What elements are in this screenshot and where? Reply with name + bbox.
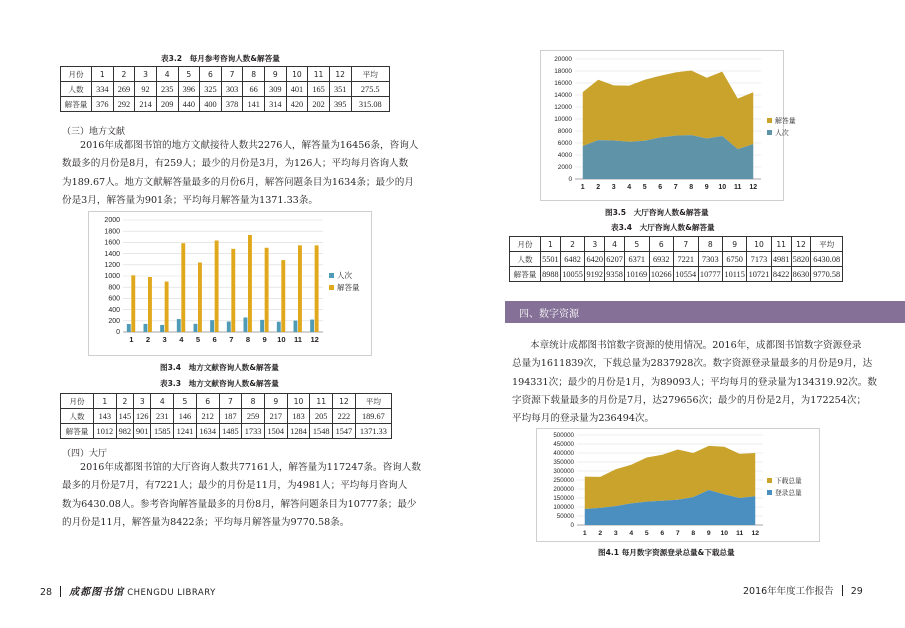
table-cell: 11	[310, 394, 333, 409]
table-row	[510, 237, 843, 252]
table-row	[61, 67, 390, 82]
table-cell: 4	[156, 67, 178, 82]
table-cell: 187	[219, 409, 242, 424]
table-row	[510, 252, 843, 267]
digital-paragraph	[512, 337, 877, 428]
x-tick-label: 10	[720, 530, 729, 537]
y-tick-label: 200	[108, 318, 120, 325]
y-tick-label: 6000	[557, 140, 572, 148]
table-cell: 平均	[811, 237, 843, 252]
table-cell: 9770.58	[811, 267, 843, 282]
table-row	[61, 409, 392, 424]
table-cell: 4981	[771, 252, 791, 267]
table-cell: 10777	[698, 267, 723, 282]
table-cell: 11	[771, 237, 791, 252]
figure-3-4-caption: 图3.4 地方文献咨询人数&解答量	[160, 363, 279, 372]
table-cell: 1485	[219, 424, 242, 439]
table-cell: 9	[265, 67, 287, 82]
table-cell: 9	[723, 237, 747, 252]
table-cell: 143	[94, 409, 117, 424]
y-tick-label: 1400	[104, 250, 120, 258]
legend-swatch	[767, 130, 772, 135]
table-cell: 8988	[541, 267, 561, 282]
table-cell: 4	[605, 237, 625, 252]
table-cell: 7173	[747, 252, 772, 267]
x-tick-label: 2	[596, 184, 601, 191]
chart-digital	[536, 428, 820, 542]
paragraph-line: 2016年成都图书馆的地方文献接待人数共2276人，解答量为16456条，咨询人	[80, 140, 419, 151]
table-cell: 217	[264, 409, 287, 424]
local-docs-paragraph	[62, 137, 418, 210]
row-label: 解答量	[61, 424, 94, 439]
row-label: 人数	[61, 82, 92, 97]
legend-label: 下载总量	[775, 477, 802, 485]
bar	[315, 245, 319, 332]
y-tick-label: 14000	[554, 92, 572, 100]
bar	[227, 322, 231, 332]
table-cell: 2	[113, 67, 135, 82]
table-cell: 325	[200, 82, 222, 97]
x-tick-label: 9	[262, 335, 267, 344]
table-cell: 5501	[541, 252, 561, 267]
table-cell: 212	[196, 409, 219, 424]
paragraph-line: 字资源下载量最多的月份是7月，达279656次；最少的月份是2月，为172254次；	[512, 394, 867, 406]
y-tick-label: 400000	[553, 450, 574, 458]
y-tick-label: 500000	[553, 432, 574, 440]
legend-label: 解答量	[775, 117, 796, 125]
bar	[144, 324, 148, 332]
table-cell: 189.67	[355, 409, 391, 424]
paragraph-line: 数最多的月份是8月，有259人；最少的月份是3月，为126人；平均每月咨询人数	[62, 158, 409, 170]
footer-right	[743, 583, 863, 597]
table-cell: 334	[92, 82, 114, 97]
footer-left	[40, 583, 216, 598]
table-cell: 10	[287, 394, 310, 409]
bar	[131, 275, 135, 332]
section-banner-title: 四、数字资源	[519, 309, 579, 320]
x-tick-label: 10	[718, 184, 727, 191]
bar	[260, 320, 264, 332]
table-cell: 126	[134, 409, 151, 424]
table-3-2-caption: 表3.2 每月参考咨询人数&解答量	[161, 54, 280, 63]
table-cell: 378	[221, 97, 243, 112]
row-label: 解答量	[61, 97, 92, 112]
bar	[294, 321, 298, 332]
table-cell: 292	[113, 97, 135, 112]
x-tick-label: 3	[162, 335, 167, 344]
footer-page-number: 29	[850, 586, 863, 597]
x-tick-label: 5	[642, 184, 647, 191]
table-cell: 315.08	[351, 97, 390, 112]
table-cell: 165	[308, 82, 330, 97]
table-cell: 4	[151, 394, 174, 409]
x-tick-label: 4	[627, 184, 632, 191]
table-cell: 314	[265, 97, 287, 112]
y-tick-label: 600	[108, 295, 120, 303]
table-cell: 1634	[196, 424, 219, 439]
y-tick-label: 16000	[554, 80, 572, 88]
x-tick-label: 3	[611, 184, 616, 191]
y-tick-label: 400	[108, 306, 120, 314]
table-cell: 92	[135, 82, 157, 97]
paragraph-line: 数为6430.08人。参考咨询解答量最多的月份8月，解答问题条目为10777条；最少	[62, 498, 417, 510]
bar	[244, 317, 248, 332]
x-tick-label: 1	[129, 335, 134, 344]
table-cell: 400	[200, 97, 222, 112]
y-tick-label: 250000	[553, 477, 574, 485]
y-tick-label: 0	[570, 522, 574, 530]
table-3-4-caption: 表3.4 大厅咨询人数&解答量	[611, 223, 715, 232]
y-tick-label: 1000	[104, 273, 120, 281]
x-tick-label: 8	[245, 335, 251, 344]
x-tick-label: 12	[749, 184, 758, 191]
row-label: 人数	[510, 252, 541, 267]
table-cell: 275.5	[351, 82, 390, 97]
paragraph-line: 的月份是11月，解答量为8422条；平均每月解答量为9770.58条。	[62, 516, 350, 528]
paragraph-line: 总量为1611839次，下载总量为2837928次。数字资源登录量最多的月份是9月，达	[512, 358, 873, 370]
paragraph-line: 平均每月的登录量为236494次。	[512, 413, 655, 425]
legend-label: 人次	[775, 129, 789, 137]
table-cell: 440	[178, 97, 200, 112]
table-cell: 10266	[649, 267, 674, 282]
legend-swatch	[329, 285, 334, 290]
y-tick-label: 2000	[104, 217, 120, 225]
y-tick-label: 800	[108, 284, 120, 292]
table-cell: 1012	[94, 424, 117, 439]
bar	[310, 320, 314, 332]
paragraph-line: 份是3月，解答量为901条；平均每月解答量为1371.33条。	[62, 194, 318, 206]
table-cell: 8	[242, 394, 265, 409]
table-cell: 1	[94, 394, 117, 409]
x-tick-label: 1	[582, 530, 587, 537]
bar	[148, 277, 152, 332]
footer-divider	[842, 585, 843, 596]
y-tick-label: 12000	[554, 104, 572, 112]
table-3-3	[60, 393, 392, 439]
table-cell: 222	[333, 409, 356, 424]
table-cell: 平均	[355, 394, 391, 409]
x-tick-label: 10	[277, 335, 286, 344]
x-tick-label: 8	[691, 530, 696, 537]
table-cell: 205	[310, 409, 333, 424]
bar	[198, 263, 202, 332]
y-tick-label: 150000	[553, 495, 574, 503]
table-cell: 401	[286, 82, 308, 97]
table-cell: 8422	[771, 267, 791, 282]
row-label: 人数	[61, 409, 94, 424]
legend-label: 解答量	[337, 283, 360, 292]
table-cell: 8	[698, 237, 723, 252]
table-cell: 10169	[625, 267, 650, 282]
chart-hall-svg	[541, 51, 796, 200]
table-cell: 11	[308, 67, 330, 82]
y-tick-label: 18000	[554, 68, 572, 76]
chart-digital-svg	[537, 429, 819, 541]
table-cell: 6371	[625, 252, 650, 267]
figure-4-1-caption: 图4.1 每月数字资源登录总量&下载总量	[598, 548, 735, 557]
paragraph-line: 为189.67人。地方文献解答量最多的月份6月，解答问题条目为1634条；最少的月	[62, 176, 414, 188]
table-cell: 6	[196, 394, 219, 409]
x-tick-label: 12	[310, 335, 319, 344]
table-cell: 6	[649, 237, 674, 252]
row-label: 月份	[510, 237, 541, 252]
table-cell: 1	[541, 237, 561, 252]
x-tick-label: 4	[179, 335, 184, 344]
chart-local-docs-svg	[89, 212, 371, 355]
section-banner-digital	[505, 301, 905, 323]
footer-page-number: 28	[40, 587, 53, 598]
table-3-3-caption: 表3.3 地方文献咨询人数&解答量	[160, 379, 279, 388]
x-tick-label: 6	[212, 335, 217, 344]
table-cell: 901	[134, 424, 151, 439]
footer-divider	[60, 586, 61, 597]
table-cell: 66	[243, 82, 265, 97]
y-tick-label: 2000	[557, 164, 572, 172]
table-cell: 1504	[264, 424, 287, 439]
paragraph-line: 最多的月份是7月，有7221人；最少的月份是11月，为4981人；平均每月咨询人	[62, 480, 408, 492]
bar	[160, 325, 164, 332]
y-tick-label: 0	[568, 176, 572, 184]
table-cell: 10	[747, 237, 772, 252]
table-cell: 9358	[605, 267, 625, 282]
table-row	[510, 267, 843, 282]
table-cell: 12	[329, 67, 351, 82]
table-cell: 7	[219, 394, 242, 409]
table-cell: 2	[560, 237, 585, 252]
x-tick-label: 11	[736, 530, 744, 537]
table-cell: 982	[116, 424, 133, 439]
y-tick-label: 4000	[557, 152, 572, 160]
table-cell: 1	[92, 67, 114, 82]
bar	[210, 320, 214, 332]
table-cell: 395	[329, 97, 351, 112]
y-tick-label: 450000	[553, 441, 574, 449]
legend-label: 登录总量	[775, 489, 802, 497]
table-cell: 9192	[585, 267, 605, 282]
table-cell: 259	[242, 409, 265, 424]
table-cell: 2	[116, 394, 133, 409]
y-tick-label: 300000	[553, 468, 574, 476]
row-label: 解答量	[510, 267, 541, 282]
x-tick-label: 2	[598, 530, 603, 537]
table-cell: 10	[286, 67, 308, 82]
table-3-4	[509, 236, 843, 282]
y-tick-label: 1600	[104, 239, 120, 247]
row-label: 月份	[61, 394, 94, 409]
table-row	[61, 97, 390, 112]
y-tick-label: 8000	[557, 128, 572, 136]
x-tick-label: 7	[675, 530, 680, 537]
bar	[194, 324, 198, 332]
footer-logo-en: CHENGDU LIBRARY	[127, 588, 216, 598]
table-cell: 6430.08	[811, 252, 843, 267]
table-cell: 9	[264, 394, 287, 409]
table-cell: 3	[134, 394, 151, 409]
table-cell: 309	[265, 82, 287, 97]
table-cell: 396	[178, 82, 200, 97]
table-cell: 420	[286, 97, 308, 112]
bar	[165, 282, 169, 332]
paragraph-line: 本章统计成都图书馆数字资源的使用情况。2016年，成都图书馆数字资源登录	[530, 340, 862, 351]
x-tick-label: 7	[673, 184, 678, 191]
table-cell: 3	[135, 67, 157, 82]
table-cell: 1241	[174, 424, 197, 439]
x-tick-label: 4	[629, 530, 634, 537]
table-cell: 10055	[560, 267, 585, 282]
y-tick-label: 350000	[553, 459, 574, 467]
table-cell: 12	[333, 394, 356, 409]
table-cell: 231	[151, 409, 174, 424]
table-cell: 10115	[723, 267, 747, 282]
legend-swatch	[767, 490, 772, 495]
table-cell: 5	[174, 394, 197, 409]
hall-paragraph	[62, 459, 421, 532]
y-tick-label: 200000	[553, 486, 574, 494]
table-cell: 1371.33	[355, 424, 391, 439]
x-tick-label: 3	[613, 530, 618, 537]
table-cell: 145	[116, 409, 133, 424]
table-cell: 235	[156, 82, 178, 97]
table-cell: 7	[221, 67, 243, 82]
y-tick-label: 10000	[554, 116, 572, 124]
y-tick-label: 20000	[554, 56, 572, 64]
x-tick-label: 9	[706, 530, 711, 537]
table-cell: 269	[113, 82, 135, 97]
paragraph-line: 194331次；最少的月份是1月，为89093人；平均每月的登录量为134319.92次。数	[512, 376, 877, 388]
table-cell: 5820	[791, 252, 811, 267]
legend-swatch	[767, 118, 772, 123]
x-tick-label: 11	[293, 335, 303, 344]
table-row	[61, 82, 390, 97]
table-cell: 6932	[649, 252, 674, 267]
table-row	[61, 394, 392, 409]
bar	[127, 324, 131, 332]
x-tick-label: 6	[658, 184, 663, 191]
row-label: 月份	[61, 67, 92, 82]
x-tick-label: 8	[689, 184, 694, 191]
table-cell: 5	[625, 237, 650, 252]
x-tick-label: 5	[195, 335, 201, 344]
table-cell: 6420	[585, 252, 605, 267]
table-cell: 376	[92, 97, 114, 112]
table-cell: 303	[221, 82, 243, 97]
bar	[265, 248, 269, 332]
bar	[215, 240, 219, 332]
y-tick-label: 1200	[104, 262, 120, 269]
table-cell: 214	[135, 97, 157, 112]
bar	[231, 249, 235, 332]
figure-3-5-caption: 图3.5 大厅咨询人数&解答量	[605, 208, 709, 217]
x-tick-label: 6	[660, 530, 665, 537]
table-cell: 5	[178, 67, 200, 82]
footer-logo: 成都图书馆	[69, 587, 125, 598]
bar	[248, 235, 252, 332]
x-tick-label: 9	[704, 184, 709, 191]
table-cell: 7221	[674, 252, 699, 267]
legend-swatch	[767, 478, 772, 483]
x-tick-label: 12	[751, 530, 760, 537]
table-3-2	[60, 66, 390, 112]
x-tick-label: 1	[580, 184, 585, 191]
table-cell: 10721	[747, 267, 772, 282]
bar	[298, 245, 302, 332]
table-cell: 1547	[333, 424, 356, 439]
table-cell: 1585	[151, 424, 174, 439]
x-tick-label: 11	[734, 184, 742, 191]
table-cell: 146	[174, 409, 197, 424]
y-tick-label: 0	[116, 329, 120, 337]
y-tick-label: 50000	[556, 513, 574, 521]
table-cell: 6	[200, 67, 222, 82]
chart-hall	[540, 50, 796, 201]
table-cell: 平均	[351, 67, 390, 82]
table-cell: 183	[287, 409, 310, 424]
footer-report-title: 2016年年度工作报告	[743, 586, 834, 597]
table-row	[61, 424, 392, 439]
x-tick-label: 2	[145, 335, 151, 344]
x-tick-label: 7	[229, 335, 234, 344]
table-cell: 12	[791, 237, 811, 252]
table-cell: 6207	[605, 252, 625, 267]
table-cell: 141	[243, 97, 265, 112]
table-cell: 209	[156, 97, 178, 112]
y-tick-label: 1800	[104, 228, 120, 236]
paragraph-line: 2016年成都图书馆的大厅咨询人数共77161人，解答量为117247条。咨询人数	[80, 462, 421, 473]
table-cell: 8	[243, 67, 265, 82]
area-series-人次	[583, 135, 754, 179]
y-tick-label: 100000	[553, 504, 574, 512]
table-cell: 6482	[560, 252, 585, 267]
table-cell: 10554	[674, 267, 699, 282]
table-cell: 202	[308, 97, 330, 112]
table-cell: 1284	[287, 424, 310, 439]
table-cell: 1548	[310, 424, 333, 439]
chart-local-docs	[88, 211, 372, 356]
x-tick-label: 5	[644, 530, 649, 537]
table-cell: 7303	[698, 252, 723, 267]
bar	[281, 260, 285, 332]
bar	[181, 243, 185, 332]
legend-label: 人次	[337, 271, 352, 280]
legend-swatch	[329, 273, 334, 278]
section-hall-title: （四）大厅	[62, 449, 108, 459]
table-cell: 7	[674, 237, 699, 252]
table-cell: 6750	[723, 252, 747, 267]
table-cell: 351	[329, 82, 351, 97]
table-cell: 1733	[242, 424, 265, 439]
table-cell: 8630	[791, 267, 811, 282]
bar	[277, 322, 281, 332]
table-cell: 3	[585, 237, 605, 252]
bar	[177, 319, 181, 332]
section-local-docs-title: （三）地方文献	[62, 127, 126, 137]
